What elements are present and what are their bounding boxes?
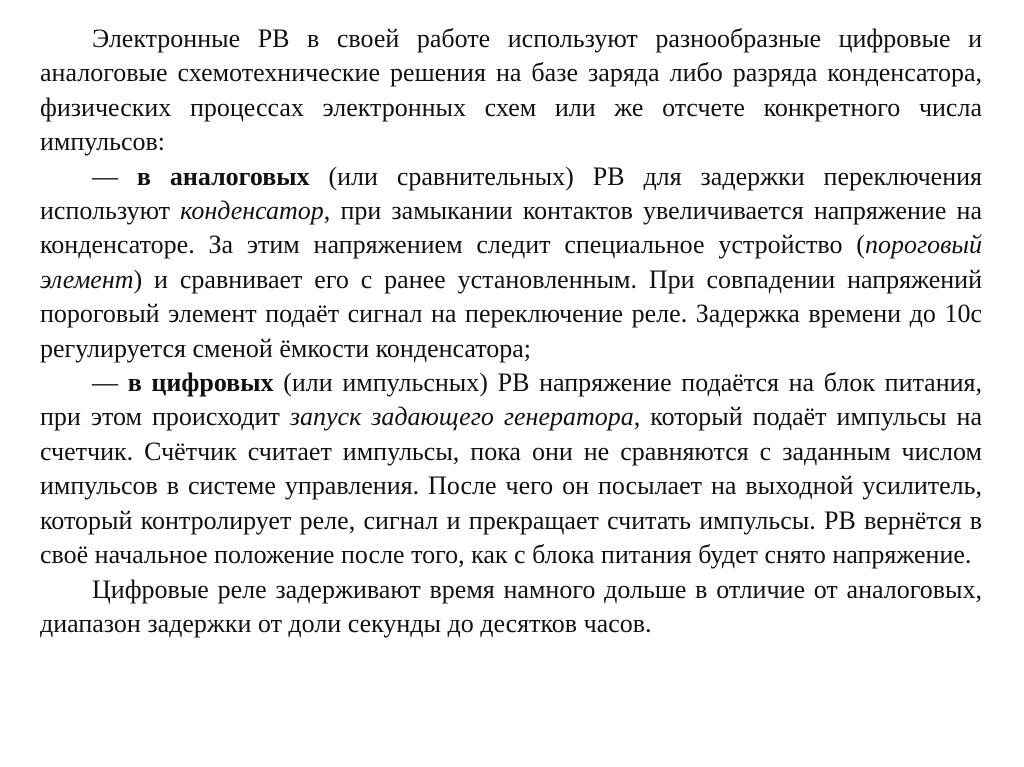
bold-term-digital: в цифровых	[127, 368, 274, 398]
text-run: Электронные РВ в своей работе используют разнообразные цифровые и аналоговые схемотехнические решения на базе заряда либо разряда конденсатора, физических процессах электронных схем или же отсчете конкретного числа импульсов:	[40, 24, 982, 157]
italic-term-threshold-element: пороговый элемент	[40, 230, 982, 294]
italic-term-generator-start: запуск задающего генератора	[289, 402, 634, 432]
paragraph-digital	[40, 366, 982, 572]
text-run: —	[92, 161, 137, 191]
italic-term-capacitor: конденсатор	[180, 196, 324, 226]
text-run: (или сравнительных) РВ для задержки переключения используют	[40, 161, 982, 226]
bold-term-analog: в аналоговых	[136, 161, 310, 191]
text-run: Цифровые реле задерживают время намного дольше в отличие от аналоговых, диапазон задержки от доли секунды до десятков часов.	[40, 574, 982, 638]
text-run: (или импульсных) РВ напряжение подаётся на блок питания, при этом происходит	[40, 368, 982, 432]
paragraph-conclusion	[40, 573, 982, 642]
text-run: —	[92, 368, 128, 398]
paragraph-intro	[40, 22, 982, 160]
text-run: , при замыкании контактов увеличивается напряжение на конденсаторе. За этим напряжением следит специальное устройство (	[40, 196, 982, 260]
text-run: , который подаёт импульсы на счетчик. Счётчик считает импульсы, пока они не сравняются с заданным числом импульсов в системе управления. После чего он посылает на выходной усилитель, который контролирует реле, сигнал и прекращает считать импульсы. РВ вернётся в своё начальное положение после того, как с блока питания будет снято напряжение.	[40, 402, 983, 570]
paragraph-analog	[40, 160, 982, 366]
text-run: ) и сравнивает его с ранее установленным. При совпадении напряжений пороговый элемент подаёт сигнал на переключение реле. Задержка времени до 10с регулируется сменой ёмкости конденсатора;	[40, 264, 982, 363]
